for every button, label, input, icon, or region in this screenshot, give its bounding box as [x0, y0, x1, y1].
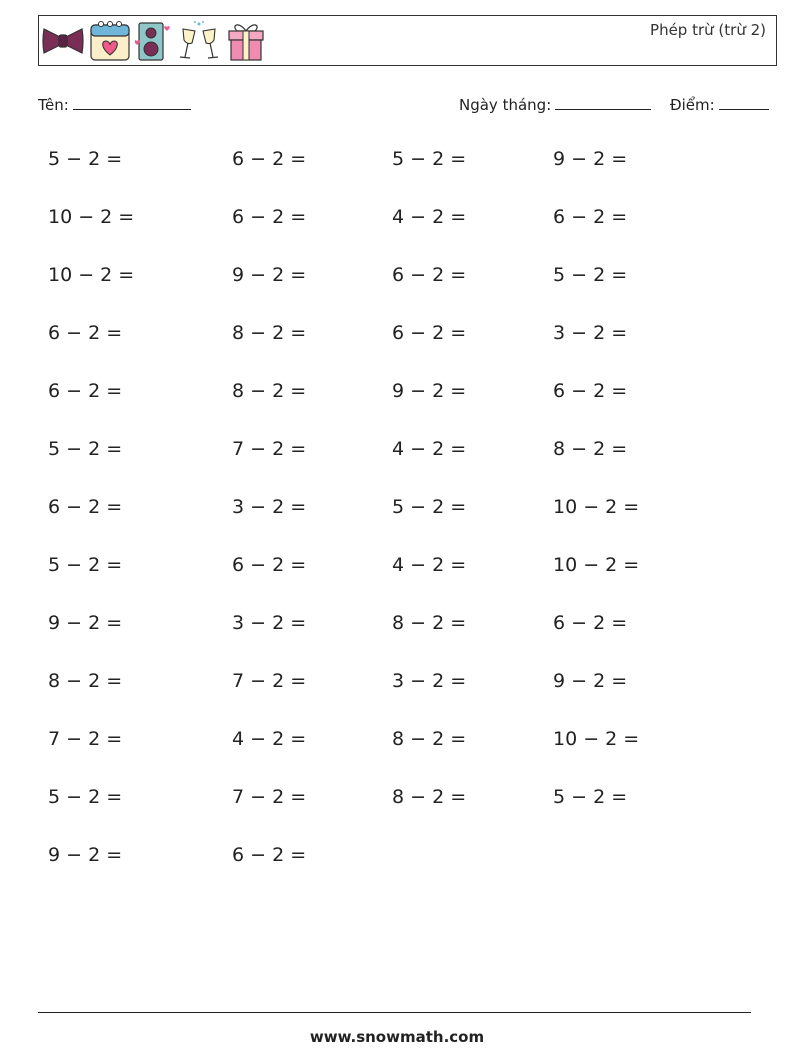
problem-item: 5 − 2 = [48, 438, 123, 460]
problem-item: 6 − 2 = [232, 148, 307, 170]
problem-item: 5 − 2 = [48, 148, 123, 170]
problem-item: 10 − 2 = [553, 728, 640, 750]
problem-item: 9 − 2 = [48, 612, 123, 634]
problem-item: 3 − 2 = [553, 322, 628, 344]
problem-item: 10 − 2 = [553, 554, 640, 576]
problem-item: 3 − 2 = [392, 670, 467, 692]
problem-item: 8 − 2 = [232, 322, 307, 344]
problem-item: 5 − 2 = [553, 264, 628, 286]
problem-item: 9 − 2 = [48, 844, 123, 866]
problem-item: 5 − 2 = [392, 148, 467, 170]
problem-item: 5 − 2 = [553, 786, 628, 808]
problem-item: 9 − 2 = [553, 670, 628, 692]
problem-item: 4 − 2 = [232, 728, 307, 750]
problem-item: 8 − 2 = [392, 612, 467, 634]
problem-item: 3 − 2 = [232, 612, 307, 634]
problem-item: 4 − 2 = [392, 206, 467, 228]
problem-item: 8 − 2 = [48, 670, 123, 692]
footer-url: www.snowmath.com [309, 1028, 485, 1046]
problem-item: 4 − 2 = [392, 438, 467, 460]
problem-item: 6 − 2 = [232, 844, 307, 866]
problem-item: 7 − 2 = [232, 786, 307, 808]
score-label: Điểm: [670, 96, 715, 114]
problem-item: 8 − 2 = [232, 380, 307, 402]
problem-item: 8 − 2 = [553, 438, 628, 460]
problem-item: 9 − 2 = [232, 264, 307, 286]
problem-item: 4 − 2 = [392, 554, 467, 576]
problem-item: 10 − 2 = [48, 264, 135, 286]
problem-item: 6 − 2 = [553, 380, 628, 402]
problem-item: 10 − 2 = [48, 206, 135, 228]
problem-item: 7 − 2 = [48, 728, 123, 750]
problem-item: 7 − 2 = [232, 670, 307, 692]
name-label: Tên: [38, 96, 69, 114]
problem-item: 6 − 2 = [392, 322, 467, 344]
problem-item: 5 − 2 = [48, 554, 123, 576]
footer-divider [38, 1012, 751, 1013]
problem-item: 5 − 2 = [392, 496, 467, 518]
worksheet-title: Phép trừ (trừ 2) [650, 21, 766, 39]
date-label: Ngày tháng: [459, 96, 552, 114]
problem-item: 6 − 2 = [232, 554, 307, 576]
problem-item: 7 − 2 = [232, 438, 307, 460]
problem-item: 6 − 2 = [232, 206, 307, 228]
problem-item: 10 − 2 = [553, 496, 640, 518]
problem-item: 5 − 2 = [48, 786, 123, 808]
problem-item: 6 − 2 = [48, 496, 123, 518]
problem-item: 6 − 2 = [48, 380, 123, 402]
problem-item: 9 − 2 = [553, 148, 628, 170]
problem-item: 6 − 2 = [553, 206, 628, 228]
problem-item: 8 − 2 = [392, 786, 467, 808]
problem-item: 8 − 2 = [392, 728, 467, 750]
problem-item: 9 − 2 = [392, 380, 467, 402]
problem-item: 6 − 2 = [392, 264, 467, 286]
problem-item: 6 − 2 = [553, 612, 628, 634]
problem-item: 3 − 2 = [232, 496, 307, 518]
problem-item: 6 − 2 = [48, 322, 123, 344]
